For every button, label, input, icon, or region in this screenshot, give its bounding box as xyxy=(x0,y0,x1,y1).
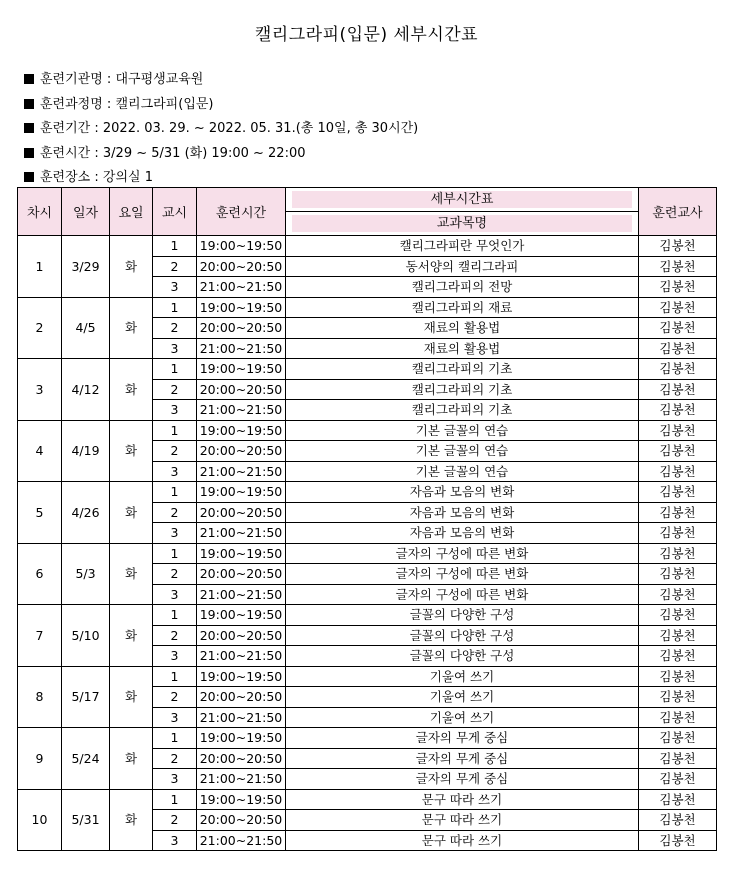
square-bullet-icon xyxy=(24,74,34,84)
day-cell: 화 xyxy=(110,543,153,605)
date-cell: 4/5 xyxy=(62,297,110,359)
schedule-table xyxy=(17,187,717,851)
time-cell: 20:00~20:50 xyxy=(197,625,286,646)
period-cell: 2 xyxy=(153,564,197,585)
teacher-cell: 김봉천 xyxy=(639,420,717,441)
day-cell: 화 xyxy=(110,789,153,851)
period-cell: 1 xyxy=(153,666,197,687)
period-cell: 3 xyxy=(153,523,197,544)
period-cell: 1 xyxy=(153,543,197,564)
period-cell: 1 xyxy=(153,482,197,503)
time-cell: 19:00~19:50 xyxy=(197,728,286,749)
time-cell: 21:00~21:50 xyxy=(197,646,286,667)
teacher-cell: 김봉천 xyxy=(639,830,717,851)
teacher-cell: 김봉천 xyxy=(639,584,717,605)
period-cell: 1 xyxy=(153,605,197,626)
subject-cell: 기울여 쓰기 xyxy=(286,687,639,708)
subject-cell: 글꼴의 다양한 구성 xyxy=(286,646,639,667)
teacher-cell: 김봉천 xyxy=(639,277,717,298)
time-cell: 20:00~20:50 xyxy=(197,564,286,585)
session-number-cell: 7 xyxy=(18,605,62,667)
session-number-cell: 2 xyxy=(18,297,62,359)
period-cell: 3 xyxy=(153,707,197,728)
table-row xyxy=(18,728,717,749)
header-date: 일자 xyxy=(62,188,110,236)
date-cell: 3/29 xyxy=(62,236,110,298)
subject-cell: 글자의 무게 중심 xyxy=(286,769,639,790)
period-cell: 2 xyxy=(153,687,197,708)
teacher-cell: 김봉천 xyxy=(639,789,717,810)
period-cell: 1 xyxy=(153,236,197,257)
subject-cell: 문구 따라 쓰기 xyxy=(286,789,639,810)
teacher-cell: 김봉천 xyxy=(639,810,717,831)
session-number-cell: 10 xyxy=(18,789,62,851)
time-cell: 20:00~20:50 xyxy=(197,748,286,769)
day-cell: 화 xyxy=(110,666,153,728)
subject-cell: 글꼴의 다양한 구성 xyxy=(286,605,639,626)
teacher-cell: 김봉천 xyxy=(639,379,717,400)
subject-cell: 기울여 쓰기 xyxy=(286,666,639,687)
info-label: 훈련시간 xyxy=(40,145,91,161)
date-cell: 4/19 xyxy=(62,420,110,482)
info-value: 3/29 ~ 5/31 (화) 19:00 ~ 22:00 xyxy=(102,145,306,161)
table-row xyxy=(18,543,717,564)
subject-cell: 캘리그라피란 무엇인가 xyxy=(286,236,639,257)
time-cell: 21:00~21:50 xyxy=(197,584,286,605)
period-cell: 3 xyxy=(153,769,197,790)
time-cell: 19:00~19:50 xyxy=(197,789,286,810)
period-cell: 2 xyxy=(153,625,197,646)
table-row xyxy=(18,297,717,318)
time-cell: 20:00~20:50 xyxy=(197,687,286,708)
table-row xyxy=(18,482,717,503)
subject-cell: 문구 따라 쓰기 xyxy=(286,810,639,831)
page-title: 캘리그라피(입문) 세부시간표 xyxy=(254,25,479,45)
info-value: 대구평생교육원 xyxy=(115,72,204,87)
subject-cell: 자음과 모음의 변화 xyxy=(286,482,639,503)
subject-cell: 기본 글꼴의 연습 xyxy=(286,420,639,441)
period-cell: 3 xyxy=(153,400,197,421)
time-cell: 21:00~21:50 xyxy=(197,707,286,728)
date-cell: 4/12 xyxy=(62,359,110,421)
teacher-cell: 김봉천 xyxy=(639,318,717,339)
time-cell: 19:00~19:50 xyxy=(197,297,286,318)
date-cell: 5/17 xyxy=(62,666,110,728)
header-period: 교시 xyxy=(153,188,197,236)
square-bullet-icon xyxy=(24,172,34,182)
period-cell: 3 xyxy=(153,338,197,359)
period-cell: 2 xyxy=(153,441,197,462)
info-label: 훈련과정명 xyxy=(40,96,103,112)
time-cell: 20:00~20:50 xyxy=(197,502,286,523)
day-cell: 화 xyxy=(110,728,153,790)
period-cell: 1 xyxy=(153,297,197,318)
teacher-cell: 김봉천 xyxy=(639,359,717,380)
subject-cell: 글자의 구성에 따른 변화 xyxy=(286,564,639,585)
day-cell: 화 xyxy=(110,420,153,482)
period-cell: 1 xyxy=(153,359,197,380)
teacher-cell: 김봉천 xyxy=(639,400,717,421)
teacher-cell: 김봉천 xyxy=(639,523,717,544)
info-item-period: 훈련기간 : 2022. 03. 29. ~ 2022. 05. 31.(총 10일, 총 30시간) xyxy=(24,117,418,142)
subject-cell: 기본 글꼴의 연습 xyxy=(286,461,639,482)
info-label: 훈련장소 xyxy=(40,170,91,185)
period-cell: 2 xyxy=(153,318,197,339)
teacher-cell: 김봉천 xyxy=(639,502,717,523)
header-subject xyxy=(286,212,639,236)
period-cell: 1 xyxy=(153,728,197,749)
time-cell: 20:00~20:50 xyxy=(197,379,286,400)
teacher-cell: 김봉천 xyxy=(639,728,717,749)
time-cell: 19:00~19:50 xyxy=(197,236,286,257)
schedule-body xyxy=(18,236,717,851)
teacher-cell: 김봉천 xyxy=(639,646,717,667)
period-cell: 1 xyxy=(153,789,197,810)
square-bullet-icon xyxy=(24,99,34,109)
session-number-cell: 4 xyxy=(18,420,62,482)
table-row xyxy=(18,605,717,626)
teacher-cell: 김봉천 xyxy=(639,461,717,482)
header-detail xyxy=(286,188,639,212)
time-cell: 19:00~19:50 xyxy=(197,482,286,503)
teacher-cell: 김봉천 xyxy=(639,441,717,462)
teacher-cell: 김봉천 xyxy=(639,625,717,646)
subject-cell: 기울여 쓰기 xyxy=(286,707,639,728)
date-cell: 4/26 xyxy=(62,482,110,544)
subject-cell: 자음과 모음의 변화 xyxy=(286,502,639,523)
date-cell: 5/31 xyxy=(62,789,110,851)
teacher-cell: 김봉천 xyxy=(639,748,717,769)
time-cell: 21:00~21:50 xyxy=(197,523,286,544)
time-cell: 20:00~20:50 xyxy=(197,256,286,277)
table-row xyxy=(18,789,717,810)
header-day: 요일 xyxy=(110,188,153,236)
day-cell: 화 xyxy=(110,605,153,667)
subject-cell: 글자의 무게 중심 xyxy=(286,748,639,769)
course-info-list xyxy=(24,68,418,191)
header-detail-label: 세부시간표 xyxy=(292,191,632,208)
header-session: 차시 xyxy=(18,188,62,236)
subject-cell: 캘리그라피의 전망 xyxy=(286,277,639,298)
teacher-cell: 김봉천 xyxy=(639,666,717,687)
square-bullet-icon xyxy=(24,148,34,158)
session-number-cell: 5 xyxy=(18,482,62,544)
subject-cell: 캘리그라피의 기초 xyxy=(286,359,639,380)
period-cell: 3 xyxy=(153,461,197,482)
table-row xyxy=(18,236,717,257)
time-cell: 21:00~21:50 xyxy=(197,830,286,851)
teacher-cell: 김봉천 xyxy=(639,707,717,728)
time-cell: 20:00~20:50 xyxy=(197,441,286,462)
info-value: 2022. 03. 29. ~ 2022. 05. 31.(총 10일, 총 30시간) xyxy=(102,121,419,136)
subject-cell: 자음과 모음의 변화 xyxy=(286,523,639,544)
subject-cell: 글꼴의 다양한 구성 xyxy=(286,625,639,646)
table-row xyxy=(18,666,717,687)
subject-cell: 재료의 활용법 xyxy=(286,318,639,339)
info-value: 캘리그라피(입문) xyxy=(115,96,214,112)
period-cell: 3 xyxy=(153,277,197,298)
teacher-cell: 김봉천 xyxy=(639,482,717,503)
info-label: 훈련기간 xyxy=(40,121,91,136)
session-number-cell: 6 xyxy=(18,543,62,605)
info-item-institution: 훈련기관명 : 대구평생교육원 xyxy=(24,68,418,93)
time-cell: 19:00~19:50 xyxy=(197,605,286,626)
period-cell: 3 xyxy=(153,584,197,605)
teacher-cell: 김봉천 xyxy=(639,564,717,585)
teacher-cell: 김봉천 xyxy=(639,297,717,318)
subject-cell: 글자의 구성에 따른 변화 xyxy=(286,584,639,605)
period-cell: 1 xyxy=(153,420,197,441)
header-teacher: 훈련교사 xyxy=(639,188,717,236)
subject-cell: 기본 글꼴의 연습 xyxy=(286,441,639,462)
period-cell: 2 xyxy=(153,810,197,831)
time-cell: 19:00~19:50 xyxy=(197,666,286,687)
square-bullet-icon xyxy=(24,123,34,133)
time-cell: 20:00~20:50 xyxy=(197,810,286,831)
subject-cell: 캘리그라피의 기초 xyxy=(286,379,639,400)
teacher-cell: 김봉천 xyxy=(639,256,717,277)
period-cell: 2 xyxy=(153,502,197,523)
period-cell: 3 xyxy=(153,830,197,851)
table-row xyxy=(18,359,717,380)
info-item-course: 훈련과정명 : 캘리그라피(입문) xyxy=(24,93,418,118)
day-cell: 화 xyxy=(110,359,153,421)
time-cell: 21:00~21:50 xyxy=(197,277,286,298)
subject-cell: 글자의 구성에 따른 변화 xyxy=(286,543,639,564)
subject-cell: 글자의 무게 중심 xyxy=(286,728,639,749)
time-cell: 20:00~20:50 xyxy=(197,318,286,339)
time-cell: 21:00~21:50 xyxy=(197,400,286,421)
info-label: 훈련기관명 xyxy=(40,72,103,87)
teacher-cell: 김봉천 xyxy=(639,543,717,564)
table-row xyxy=(18,420,717,441)
day-cell: 화 xyxy=(110,297,153,359)
teacher-cell: 김봉천 xyxy=(639,338,717,359)
time-cell: 19:00~19:50 xyxy=(197,420,286,441)
time-cell: 21:00~21:50 xyxy=(197,338,286,359)
date-cell: 5/3 xyxy=(62,543,110,605)
info-item-hours: 훈련시간 : 3/29 ~ 5/31 (화) 19:00 ~ 22:00 xyxy=(24,142,418,167)
header-time: 훈련시간 xyxy=(197,188,286,236)
teacher-cell: 김봉천 xyxy=(639,769,717,790)
subject-cell: 재료의 활용법 xyxy=(286,338,639,359)
time-cell: 19:00~19:50 xyxy=(197,543,286,564)
session-number-cell: 9 xyxy=(18,728,62,790)
date-cell: 5/10 xyxy=(62,605,110,667)
header-subject-label: 교과목명 xyxy=(292,215,632,232)
subject-cell: 캘리그라피의 재료 xyxy=(286,297,639,318)
info-item-location: 훈련장소 : 강의실 1 xyxy=(24,166,418,191)
day-cell: 화 xyxy=(110,482,153,544)
time-cell: 21:00~21:50 xyxy=(197,769,286,790)
subject-cell: 캘리그라피의 기초 xyxy=(286,400,639,421)
teacher-cell: 김봉천 xyxy=(639,605,717,626)
info-value: 강의실 1 xyxy=(102,170,153,185)
period-cell: 2 xyxy=(153,748,197,769)
date-cell: 5/24 xyxy=(62,728,110,790)
time-cell: 19:00~19:50 xyxy=(197,359,286,380)
teacher-cell: 김봉천 xyxy=(639,236,717,257)
session-number-cell: 8 xyxy=(18,666,62,728)
day-cell: 화 xyxy=(110,236,153,298)
session-number-cell: 3 xyxy=(18,359,62,421)
period-cell: 2 xyxy=(153,379,197,400)
session-number-cell: 1 xyxy=(18,236,62,298)
time-cell: 21:00~21:50 xyxy=(197,461,286,482)
teacher-cell: 김봉천 xyxy=(639,687,717,708)
subject-cell: 문구 따라 쓰기 xyxy=(286,830,639,851)
period-cell: 3 xyxy=(153,646,197,667)
subject-cell: 동서양의 캘리그라피 xyxy=(286,256,639,277)
period-cell: 2 xyxy=(153,256,197,277)
